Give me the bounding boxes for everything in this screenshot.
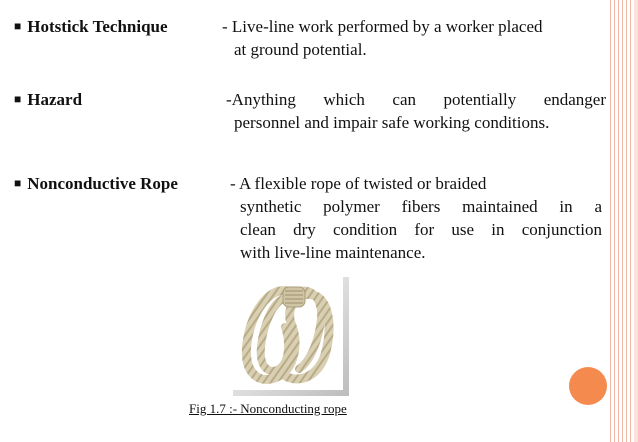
- term-hotstick: [14, 15, 168, 38]
- term-nonconductive-rope: [14, 172, 178, 195]
- definition-line: synthetic polymer fibers maintained in a: [240, 197, 602, 216]
- definition-line: -Anything which can potentially endanger: [226, 90, 606, 109]
- definition-line: - Live-line work performed by a worker placed: [222, 17, 543, 36]
- definition-line: personnel and impair safe working conditions.: [234, 113, 550, 132]
- definition-line: - A flexible rope of twisted or braided: [230, 174, 487, 193]
- term-label: Nonconductive Rope: [27, 174, 178, 193]
- bullet-icon: ■: [14, 176, 22, 190]
- bullet-icon: ■: [14, 92, 22, 106]
- definition-hazard: [226, 88, 606, 134]
- definition-line: at ground potential.: [234, 40, 367, 59]
- definition-line: clean dry condition for use in conjunction: [240, 220, 602, 239]
- definition-hotstick: [222, 15, 602, 61]
- definition-line: with live-line maintenance.: [240, 243, 426, 262]
- figure-caption: Fig 1.7 :- Nonconducting rope: [189, 401, 347, 416]
- bullet-icon: ■: [14, 19, 22, 33]
- term-label: Hazard: [27, 90, 83, 109]
- coiled-rope-image: [229, 273, 349, 396]
- decorative-border: [610, 0, 634, 442]
- decorative-border-edge: [634, 0, 638, 442]
- orange-circle-icon: [569, 367, 607, 405]
- definition-nonconductive-rope: [230, 172, 602, 264]
- term-hazard: [14, 88, 82, 111]
- term-label: Hotstick Technique: [27, 17, 168, 36]
